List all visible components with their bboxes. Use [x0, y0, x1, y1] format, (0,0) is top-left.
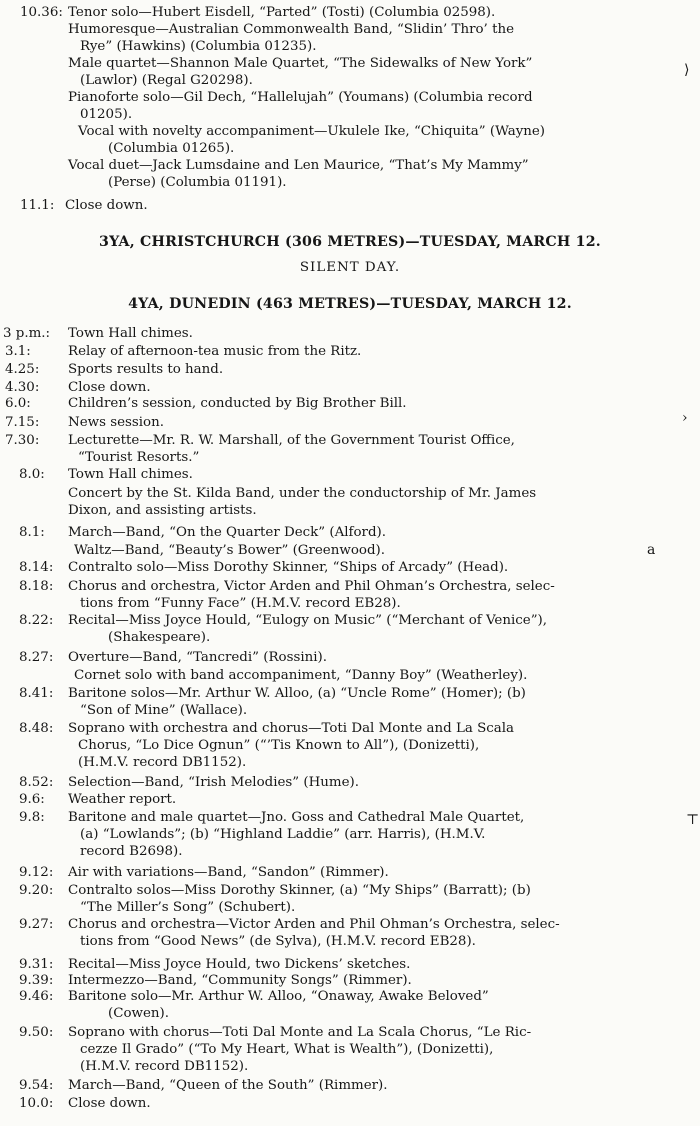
- entry-time: 8.22:: [19, 613, 54, 628]
- entry-text: Vocal with novelty accompaniment—Ukulele Ike, “Chiquita” (Wayne) (Columbia 01265).: [78, 124, 546, 156]
- entry-text: Recital—Miss Joyce Hould, two Dickens’ sketches.: [68, 957, 411, 972]
- entry-time: 9.46:: [19, 989, 54, 1004]
- entry-time: 4.25:: [5, 362, 40, 377]
- entry-time: 7.15:: [5, 415, 40, 430]
- entry-time: 9.54:: [19, 1078, 54, 1093]
- entry-text: Contralto solos—Miss Dorothy Skinner, (a) “My Ships” (Barratt); (b) “The Miller’s Song” (Schubert).: [68, 883, 531, 915]
- silent-day-label: SILENT DAY.: [299, 260, 401, 275]
- entry-text: Tenor solo—Hubert Eisdell, “Parted” (Tosti) (Columbia 02598).: [68, 5, 496, 20]
- entry-text: Selection—Band, “Irish Melodies” (Hume).: [68, 775, 360, 790]
- entry-time: 11.1:: [20, 198, 55, 213]
- entry-text: News session.: [68, 415, 164, 430]
- entry-time: 9.8:: [19, 810, 45, 825]
- entry-time: 8.18:: [19, 579, 54, 594]
- entry-time: 9.20:: [19, 883, 54, 898]
- entry-text: Pianoforte solo—Gil Dech, “Hallelujah” (Youmans) (Columbia record 01205).: [68, 90, 533, 122]
- entry-text: Town Hall chimes.: [68, 467, 193, 482]
- entry-text: Soprano with orchestra and chorus—Toti Dal Monte and La Scala Chorus, “Lo Dice Ognun” (“’Tis Known to All”), (Donizetti), (H.M.V. record DB1152).: [68, 721, 515, 770]
- entry-text: Town Hall chimes.: [68, 326, 193, 341]
- entry-text: Intermezzo—Band, “Community Songs” (Rimmer).: [68, 973, 412, 988]
- entry-time: 7.30:: [5, 433, 40, 448]
- entry-time: 4.30:: [5, 380, 40, 395]
- entry-text: Weather report.: [68, 792, 177, 807]
- entry-time: 8.52:: [19, 775, 54, 790]
- entry-text: Contralto solo—Miss Dorothy Skinner, “Ships of Arcady” (Head).: [68, 560, 509, 575]
- entry-text: Overture—Band, “Tancredi” (Rossini).: [68, 650, 328, 665]
- entry-text: Cornet solo with band accompaniment, “Danny Boy” (Weatherley).: [74, 668, 528, 683]
- entry-text: Chorus and orchestra—Victor Arden and Phil Ohman’s Orchestra, selec- tions from “Good News” (de Sylva), (H.M.V. record EB28).: [68, 917, 560, 949]
- entry-time: 9.6:: [19, 792, 45, 807]
- entry-text: Sports results to hand.: [68, 362, 224, 377]
- dunedin-heading: 4YA, DUNEDIN (463 METRES)—TUESDAY, MARCH 12.: [128, 296, 572, 312]
- entry-text: Air with variations—Band, “Sandon” (Rimmer).: [68, 865, 389, 880]
- stray-mark: a: [647, 542, 656, 558]
- entry-time: 6.0:: [5, 396, 31, 411]
- entry-text: Lecturette—Mr. R. W. Marshall, of the Government Tourist Office, “Tourist Resorts.”: [68, 433, 515, 465]
- entry-time: 8.41:: [19, 686, 54, 701]
- entry-time: 3 p.m.:: [3, 326, 51, 341]
- entry-text: March—Band, “On the Quarter Deck” (Alford).: [68, 525, 387, 540]
- christchurch-heading: 3YA, CHRISTCHURCH (306 METRES)—TUESDAY, MARCH 12.: [99, 234, 601, 250]
- margin-mark-2: ›: [682, 410, 688, 426]
- entry-time: 10.36:: [20, 5, 63, 20]
- entry-text: Close down.: [65, 198, 148, 213]
- margin-mark-3: ⊤: [686, 812, 700, 828]
- entry-text: Baritone solo—Mr. Arthur W. Alloo, “Onaway, Awake Beloved” (Cowen).: [68, 989, 489, 1021]
- entry-time: 8.1:: [19, 525, 45, 540]
- entry-time: 9.31:: [19, 957, 54, 972]
- entry-time: 9.50:: [19, 1025, 54, 1040]
- entry-text: Baritone and male quartet—Jno. Goss and Cathedral Male Quartet, (a) “Lowlands”; (b) “Highland Laddie” (arr. Harris), (H.M.V. record B2698).: [68, 810, 525, 859]
- entry-text: Recital—Miss Joyce Hould, “Eulogy on Music” (“Merchant of Venice”), (Shakespeare).: [68, 613, 548, 645]
- entry-text: Close down.: [68, 1096, 151, 1111]
- entry-text: Children’s session, conducted by Big Brother Bill.: [68, 396, 407, 411]
- entry-text: Relay of afternoon-tea music from the Ritz.: [68, 344, 362, 359]
- entry-time: 3.1:: [5, 344, 31, 359]
- entry-text: Humoresque—Australian Commonwealth Band, “Slidin’ Thro’ the Rye” (Hawkins) (Columbia 01235).: [68, 22, 515, 54]
- entry-text: March—Band, “Queen of the South” (Rimmer).: [68, 1078, 388, 1093]
- entry-time: 9.39:: [19, 973, 54, 988]
- entry-time: 8.27:: [19, 650, 54, 665]
- entry-text: Waltz—Band, “Beauty’s Bower” (Greenwood).: [74, 543, 385, 558]
- entry-time: 9.12:: [19, 865, 54, 880]
- margin-mark-1: ⟩: [684, 62, 690, 78]
- entry-time: 8.0:: [19, 467, 45, 482]
- entry-text: Male quartet—Shannon Male Quartet, “The Sidewalks of New York” (Lawlor) (Regal G20298).: [68, 56, 533, 88]
- entry-time: 8.48:: [19, 721, 54, 736]
- entry-text: Baritone solos—Mr. Arthur W. Alloo, (a) “Uncle Rome” (Homer); (b) “Son of Mine” (Wallace).: [68, 686, 526, 718]
- entry-time: 8.14:: [19, 560, 54, 575]
- entry-text: Close down.: [68, 380, 151, 395]
- entry-text: Soprano with chorus—Toti Dal Monte and La Scala Chorus, “Le Ric- cezze Il Grado” (“To My Heart, What is Wealth”), (Donizetti), (H.M.V. record DB1152).: [68, 1025, 532, 1074]
- entry-text: Vocal duet—Jack Lumsdaine and Len Maurice, “That’s My Mammy” (Perse) (Columbia 01191).: [68, 158, 529, 190]
- entry-text: Concert by the St. Kilda Band, under the conductorship of Mr. James Dixon, and assisting artists.: [68, 486, 537, 518]
- entry-time: 9.27:: [19, 917, 54, 932]
- entry-time: 10.0:: [19, 1096, 54, 1111]
- entry-text: Chorus and orchestra, Victor Arden and Phil Ohman’s Orchestra, selec- tions from “Funny Face” (H.M.V. record EB28).: [68, 579, 555, 611]
